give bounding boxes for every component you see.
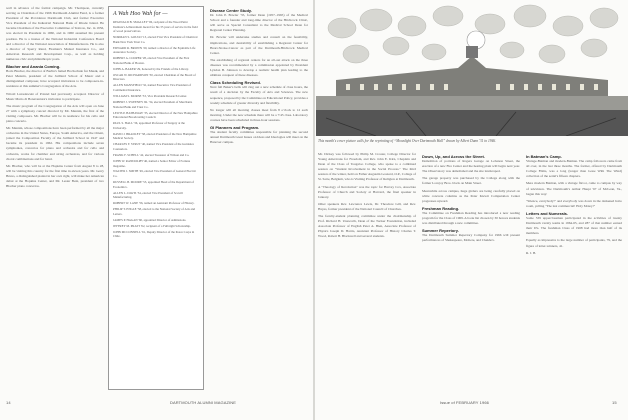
section-heading: GI Planners and Program. (210, 124, 260, 130)
sidebar-item: EDWARD R. BROWN '20, named a director of the Equitable Life Assurance Society. (113, 45, 196, 55)
paragraph: Demolition of portions of Rogers Garage on Lebanon Street, the erection of a new Fire Center and the heating plant will begin next year. The Observatory was demolished and the site landscaped. (422, 159, 520, 174)
paragraph: The student faculty committee responsible for planning the second annual Dartmouth Great Issues on Ideas and Ideologies will meet on the Hanover campus. (210, 130, 308, 145)
sidebar-item: LEWIS P. HATHAWAY '35, elected Director of the New Hampshire Educational Broadcasting Council. (113, 110, 198, 120)
paragraph: The faculty-student planning committee under the chairmanship of Prof. Richard H. Unsworth, Dean of the Tucker Foundation, included Associate Professor of English Peter A. Bien, Associate Professor of Physics Joseph D. Harris, Assistant Professor of History Charles T. Wood, Robert H. Blackwell and several students. (318, 214, 416, 239)
paragraph: No longer will all morning classes meet from 8 o'clock to 12 each morning. Under the new schedule there will be a 7:45 class. Laboratory courses have been scheduled in three-hour sessions. (210, 107, 308, 122)
paragraph: well in advance of the formal campaign. Mr. Thompson, currently serving as Chairman of the 1966 Dartmouth Alumni Fund, is a former President of the Providence Dartmouth Club, and former Executive Vice President of the Industrial National Bank of Rhode Island. He became Chairman of the Executive Committee of Textron, Inc. in 1956, was elected its President in 1960, and in 1960 assumed his present position. He is a trustee of the National Industrial Conference Board and a director of the National Association of Manufacturers. He is also a director of Sperry Rand, Fireman's Mutual Insurance Co., and American Research and Development Corp., as well as holding numerous civic and philanthropic posts. (6, 6, 104, 61)
paragraph: Dr. John P. Bowler '35, former Dean (1957–1965) of the Medical School and a founder and long-time director of the Hitchcock Clinic, will serve as Special Consultant to the Medical School Dean for Regional Center Planning. (210, 13, 308, 33)
sidebar-list (113, 20, 199, 239)
sidebar-item: NORMAN S. GOULD '13, elected First Vice President of Chemical Bank New York Trust Co. (113, 35, 198, 44)
sidebar-item: CHARLES F. STRUT '40, named Vice President of the Guidance Counselors. (113, 142, 195, 151)
paragraph: Witold Lutoslawski of Poland had previously accepted. Director of Music Mario di Bonaventura's invitation to participate. (6, 91, 104, 101)
section-heading: Blacher and Anania Coming. (6, 64, 61, 70)
sidebar-item: DAVID J. BRADLEY '38, elected President of the New Hampshire Medical Society. (113, 131, 197, 141)
sidebar-item: JEFFREY M. PRATT '62, recipient of a Fulbright Scholarship. (113, 223, 191, 228)
sidebar-box (108, 6, 204, 390)
paragraph: Mr. Mennin, whose compositions have been performed by all the major orchestras in the United States, Europe, South America, and the Orient, joined the Composition Faculty of the Juilliard School in 1947 and became its president in 1962. His compositions include seven symphonies, concertos for piano and orchestra and for cello and orchestra, works for chamber and string orchestras, and for various choral combinations and for band. (6, 126, 104, 161)
sidebar-item: REGINALD B. SMALLEY '06, recipient of the Wood Paint Institute's Achievement Award for his 35 years of service in the field of wood preservatives. (113, 20, 198, 34)
sidebar-title: A Wah Hoo Wah for — (113, 11, 168, 17)
sidebar-item: ALLEN MANSFIELD '32, named Executive Vice President of Continental Insurance. (113, 83, 191, 93)
paragraph: The Dartmouth Summer Repertory Company for 1966 will present performances of Shakespeare, Moliere, and Chekhov. (422, 233, 520, 243)
paragraph: Mere modern Batman, with a vintage flavor, came to campus by way of television. The Dartmouth's Arthur Haupt '67 of McLean, Va., began this way: (526, 181, 622, 196)
section-heading: Freshman Reading. (422, 205, 460, 211)
sidebar-item: ROBERT W. LANE '56, named an Assistant Professor of History. (113, 201, 195, 206)
paragraph: A "Theology of Revolution" was the topic for Harvey Cox, Associate Professor of Church and Society at Harvard, the final speaker in January. (318, 184, 416, 199)
sidebar-item: FRANK F. SCHELL '42, elected Treasurer of Wilson and Co. (113, 152, 190, 157)
sidebar-item: PAUL S. HALL '36, appointed Professor of Surgery at the University. (113, 121, 185, 130)
section-heading: Disease Center Study. (210, 8, 252, 13)
paragraph: R. J. B. (526, 250, 537, 255)
sidebar-item: ALLEN L. DAVIS '54, elected Vice President of Scovill Manufacturing. (113, 190, 183, 200)
page-number-right: 15 (612, 400, 617, 405)
right-column-1 (318, 152, 416, 392)
sidebar-item: WALTER J. SMITH '49, elected Vice President of General Electric Co. (113, 169, 197, 179)
paragraph: The garage property was purchased by the College along with the former Lovejoy Bros. block on Main Street. (422, 176, 520, 186)
cover-illustration (316, 0, 628, 136)
sidebar-item: JOHN W. RANDOLPH '46, named a Senior Editor of Fortune magazine. (113, 158, 191, 168)
left-column-3 (210, 6, 308, 396)
paragraph: Some 539 upperclassmen participated in the activities of twenty Dartmouth varsity teams in 1964-65, and 287 of that number earned their D's. The freshman Class of 1968 had more than half of its members. (526, 216, 622, 236)
paragraph: The Committee on Freshman Reading has introduced a new reading program for the Class of 1969. A book list chosen by 30 honors students was distributed through a new committee. (422, 210, 520, 226)
cover-caption: This month's cover picture calls for the reprinting of “Moonlight Over Dartmouth Hall” drawn by Albert Dunn '31 in 1946. (318, 139, 497, 143)
section-heading: Down, Up, and Across the Street. (422, 154, 485, 159)
paragraph: Dr. Bowler will undertake studies and consult on the feasibility, implications, and desirability of establishing a Regional Center for Heart-Stroke-Cancer as part of the Dartmouth-Hitchcock Medical Center. (210, 35, 308, 55)
gutter (313, 0, 315, 420)
right-footer-title: Issue of FEBRUARY 1966 (440, 400, 489, 405)
paragraph: "Silence, everybody!" and everybody was down in the darkened hobo room, yelling "The last commercial! Holy Moley!" (526, 198, 622, 208)
paragraph: Boris Blacher, the director of Berlin's famed Hochschule fur Musik, and Peter Mennin, president of the Juilliard School of Music and a distinguished composer, have accepted invitations to be composers-in-residence at this summer's Congregation of the Arts. (6, 69, 104, 89)
sidebar-item: ROBERT A. COOPER '28, elected Vice President of the First National Bank of Boston. (113, 56, 190, 65)
right-column-3 (526, 152, 622, 392)
section-heading: Letters and Numerals. (526, 210, 569, 216)
paragraph: Vintage-Batman and modern-Batman. The camp followers came from all over, in the last three months. The former, offered by Dartmouth College Films, was a long (longer than Gone With The Wind) collection of the serial's fifteen chapters. (526, 159, 622, 179)
paragraph: Mr. Blacher, who will be at the Hopkins Center from August 8 to 28, will be visiting this country for the first time in eleven years. Mr. Gerry Bruno, a distinguished pianist in her own right, will make her American debut at the Hopkins Center, and Mr. Lester Bent, president of two Blacher piano concertos. (6, 163, 104, 189)
left-column-1 (6, 6, 104, 396)
section-heading: In Batman's Camp. (526, 154, 562, 159)
paragraph: Meanwhile across campus, huge girders are being carefully placed on white concrete columns as the Peter Kiewit Computation Center progresses upward. (422, 188, 520, 203)
sidebar-item: RUSSELL B. MOORE '53, appointed Head of the Department of Economics. (113, 180, 194, 189)
paragraph: The music program of the Congregation of the Arts will open on June 27 with a symphony concert directed by Mr. Mennin, the first of the visiting composers. Mr. Blacher will be in residence for his cello and piano concerto. (6, 103, 104, 123)
paragraph: Equally as impressive is the large number of participants, 79, and the figure of letter-winners, 41. (526, 238, 622, 248)
sidebar-item: ROBERT J. SWEENEY JR. '34, elected President of Merchants National Bank and Trust Co. (113, 100, 193, 109)
sidebar-item: PHILIP T. ENGLE '58, elected to the National Society of Arts and Letters. (113, 207, 196, 216)
section-heading: Summer Repertory. (422, 228, 459, 234)
section-heading: Class Scheduling Revised. (210, 80, 261, 86)
paragraph: Other speakers Rev. Lawrence Lewis, Dr. Theodore Gill, and Rev. Hayes, former president of the National Council of Churches. (318, 201, 416, 211)
sidebar-item: JOHN MCCONNELL '61, Deputy Director of the Peace Corps in Chile. (113, 229, 195, 239)
right-column-2 (422, 152, 520, 392)
paragraph: Mr. Dickey was followed by Philip M. Crosier, College Director for Young Americans for Freedom, and Rev. John E. Kirn, Chaplain and Dean of the Class of Tougaloo College, who spoke to a combined session on "Student Involvement in the Social Process." The third session of the winter, held on Father Augustin Leonard, O.P., College of St. Sarte, Belgium, who is Visiting Professor of Religion at Dartmouth. (318, 152, 416, 182)
sidebar-item: OSCAR W. RICHARDSON '30, elected Chairman of the Board of Directors. (113, 72, 196, 82)
page-number-left: 14 (6, 400, 11, 405)
sidebar-item: JAMES P. HAGAN '60, appointed Director of Admissions. (113, 217, 187, 222)
paragraph: The establishing of regional centers for an all-out attack on the three diseases was recommended by a commission appointed by President Lyndon B. Johnson to develop a realistic health plan leading to the ultimate conquest of these diseases. (210, 57, 308, 78)
sidebar-item: WILLIAM S. MORSE '33, Vice President Research Center. (113, 94, 188, 99)
sidebar-item: JOHN A. BAKER '29, honored by the Friends of the Library. (113, 66, 189, 71)
paragraph: Next fall Baker's bells will ring out a new schedule of class hours, the result of a decision by the Faculty of Arts and Sciences. The new sequence, proposed by the Committee on Educational Policy, provides a weekly schedule of greater diversity and flexibility. (210, 85, 308, 105)
left-footer-title: DARTMOUTH ALUMNI MAGAZINE (170, 400, 236, 405)
